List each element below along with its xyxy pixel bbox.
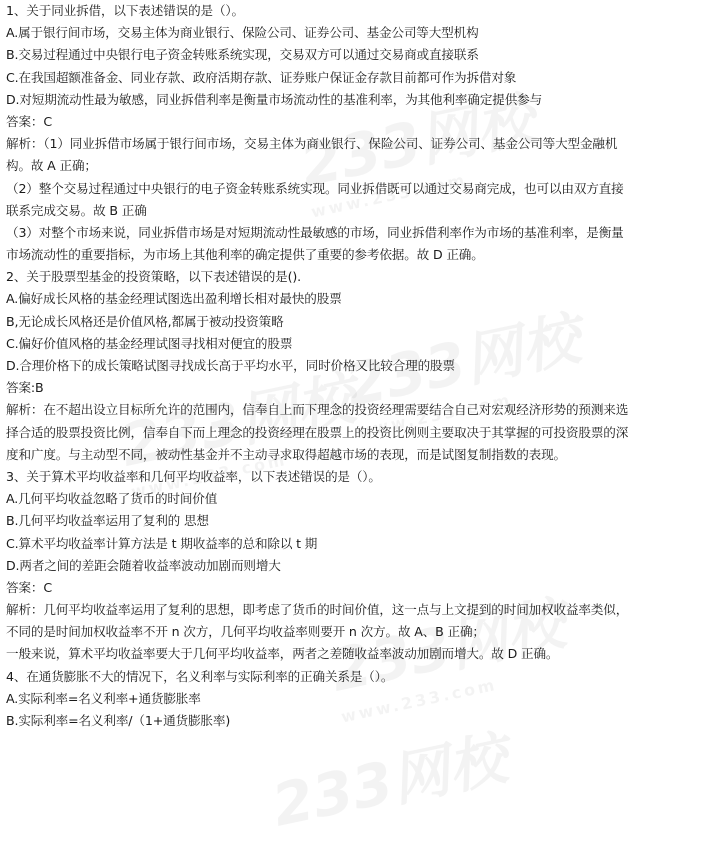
question-4-option-b: B.实际利率=名义利率/（1+通货膨胀率) [6,713,231,728]
question-1-option-a: A.属于银行间市场，交易主体为商业银行、保险公司、证券公司、基金公司等大型机构 [6,25,479,41]
question-2-option-a: A.偏好成长风格的基金经理试图选出盈利增长相对最快的股票 [6,291,342,307]
question-2-option-d: D.合理价格下的成长策略试图寻找成长高于平均水平，同时价格又比较合理的股票 [6,358,455,373]
question-2-option-c: C.偏好价值风格的基金经理试图寻找相对便宜的股票 [6,335,293,351]
question-3-answer: 答案：C [6,579,52,595]
document-body [6,0,704,732]
question-1-answer: 答案：C [6,113,52,129]
question-3-analysis: 解析：几何平均收益率运用了复利的思想，即考虑了货币的时间价值，这一点与上文提到的时间加权收益率类似， [6,602,629,618]
question-1-analysis: 联系完成交易。故 B 正确 [6,202,147,218]
question-2-option-b: B,无论成长风格还是价值风格,都属于被动投资策略 [6,313,284,329]
question-3-option-c: C.算术平均收益率计算方法是 t 期收益率的总和除以 t 期 [6,535,318,551]
question-2-analysis: 解析：在不超出设立目标所允许的范围内，信奉自上而下理念的投资经理需要结合自己对宏观经济形势的预测来选 [6,402,629,418]
question-1-analysis: （2）整个交易过程通过中央银行的电子资金转账系统实现。同业拆借既可以通过交易商完成，也可以由双方直接 [6,180,624,196]
question-2-analysis: 度和广度。与主动型不同，被动性基金并不主动寻求取得超越市场的表现，而是试图复制指数的表现。 [6,446,566,462]
question-3-option-d: D.两者之间的差距会随着收益率波动加剧而则增大 [6,557,281,573]
question-3-stem: 3、关于算术平均收益率和几何平均收益率，以下表述错误的是（）。 [6,468,381,484]
question-1-option-d: D.对短期流动性最为敏感，同业拆借利率是衡量市场流动性的基准利率，为其他利率确定提供参与 [6,91,543,107]
question-3-analysis: 不同的是时间加权收益率不开 n 次方，几何平均收益率则要开 n 次方。故 A、B 正确； [6,624,485,640]
question-1-analysis: 解析：（1）同业拆借市场属于银行间市场，交易主体为商业银行、保险公司、证券公司、基金公司等大型金融机 [6,136,618,152]
question-2-stem: 2、关于股票型基金的投资策略，以下表述错误的是(). [6,269,302,285]
question-2-answer: 答案:B [6,380,44,396]
question-1-option-c: C.在我国超额准备金、同业存款、政府活期存款、证券账户保证金存款目前都可作为拆借对象 [6,69,517,85]
question-2-analysis: 择合适的股票投资比例，信奉自下而上理念的投资经理在股票上的投资比例则主要取决于其掌握的可投资股票的深 [6,424,629,440]
question-3-option-a: A.几何平均收益忽略了货币的时间价值 [6,491,218,507]
question-4-option-a: A.实际利率=名义利率+通货膨胀率 [6,690,201,706]
question-4-stem: 4、在通货膨胀不大的情况下，名义利率与实际利率的正确关系是（）。 [6,668,394,684]
question-1-analysis: 市场流动性的重要指标，为市场上其他利率的确定提供了重要的参考依据。故 D 正确。 [6,247,484,263]
question-1-option-b: B.交易过程通过中央银行电子资金转账系统实现，交易双方可以通过交易商或直接联系 [6,47,479,63]
question-3-analysis: 一般来说，算术平均收益率要大于几何平均收益率，两者之差随收益率波动加剧而增大。故 D 正确。 [6,646,559,662]
question-1-stem: 1、关于同业拆借，以下表述错误的是（）。 [6,3,244,18]
question-1-analysis: 构。故 A 正确； [6,158,97,174]
question-3-option-b: B.几何平均收益率运用了复利的 思想 [6,513,209,529]
question-1-analysis: （3）对整个市场来说，同业拆借市场是对短期流动性最敏感的市场，同业拆借利率作为市场的基准利率，是衡量 [6,224,624,240]
